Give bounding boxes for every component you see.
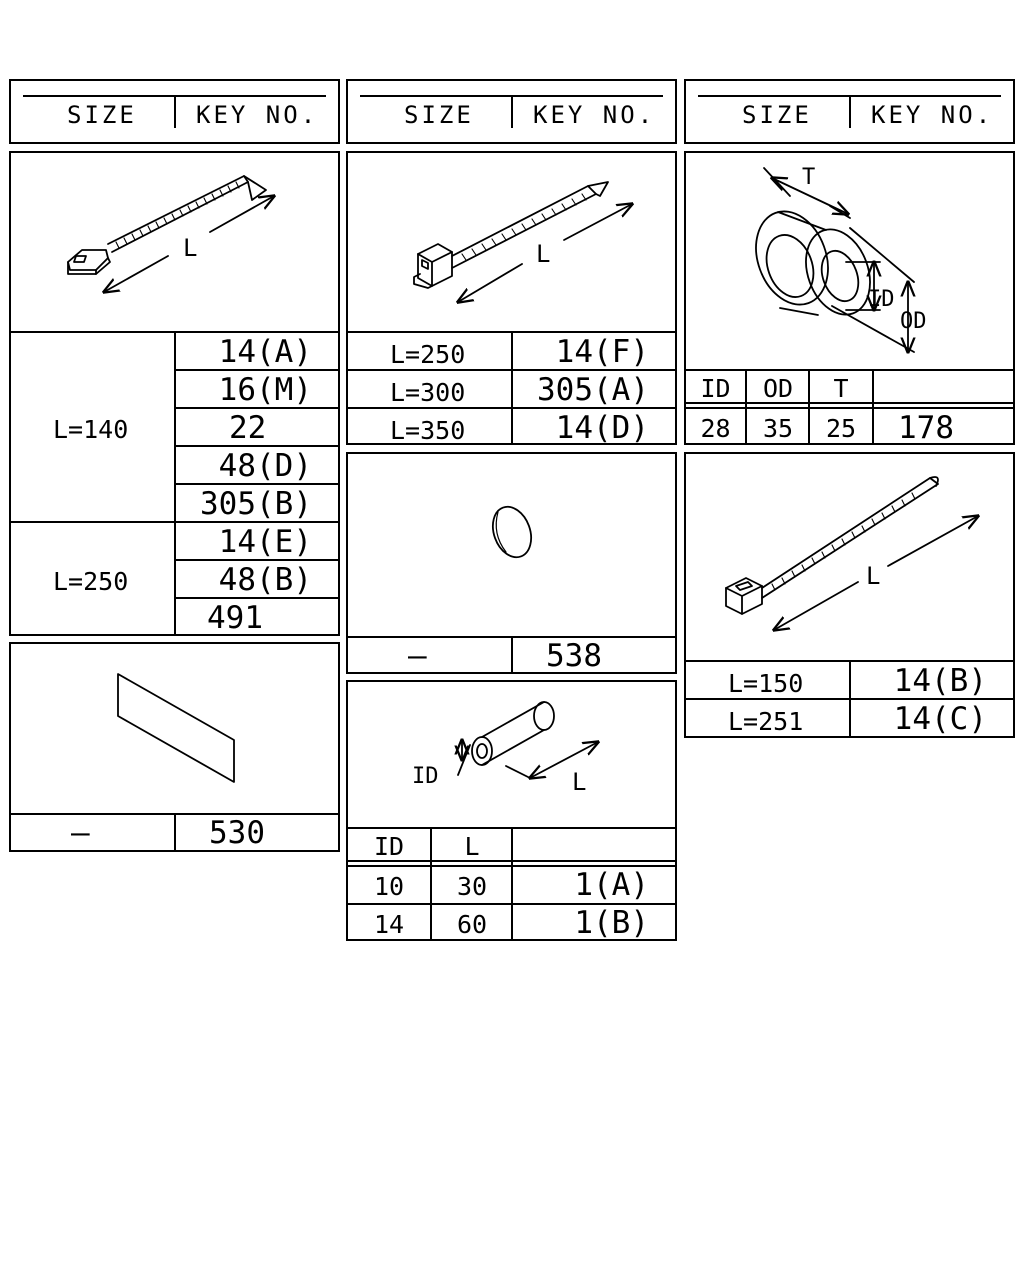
column-header-id: ID xyxy=(373,832,405,861)
size-value: L=300 xyxy=(390,378,466,407)
column-header-t: T xyxy=(833,374,849,403)
size-header: SIZE xyxy=(404,101,474,129)
length-dimension-label: L xyxy=(183,234,198,262)
size-dash: — xyxy=(408,638,427,674)
key-number: 14(B) xyxy=(893,663,987,699)
key-number: 530 xyxy=(209,815,265,851)
size-header: SIZE xyxy=(67,101,137,129)
key-number: 491 xyxy=(207,600,263,636)
id-value: 28 xyxy=(700,414,731,443)
length-dimension-label: L xyxy=(572,768,587,796)
key-no-header: KEY NO. xyxy=(871,101,994,129)
key-number: 178 xyxy=(898,410,954,446)
disc-drawing xyxy=(486,501,538,562)
key-number: 1(A) xyxy=(574,867,649,903)
length-value: 30 xyxy=(456,872,488,901)
tape-drawing xyxy=(118,674,234,782)
inner-diameter-label: ID xyxy=(412,764,439,789)
key-number: 14(D) xyxy=(555,410,649,446)
size-header: SIZE xyxy=(742,101,812,129)
od-value: 35 xyxy=(762,414,794,443)
column-header-id: ID xyxy=(700,374,731,403)
size-value: L=140 xyxy=(53,415,129,444)
tube-drawing xyxy=(412,702,598,796)
key-number: 14(A) xyxy=(218,334,312,370)
cable-tie-mount-drawing xyxy=(68,176,274,292)
length-dimension-label: L xyxy=(866,562,881,590)
column-header-od: OD xyxy=(762,374,794,403)
key-number: 305(A) xyxy=(537,372,649,408)
id-value: 10 xyxy=(373,872,405,901)
key-number: 305(B) xyxy=(200,486,312,522)
length-value: 60 xyxy=(456,910,488,939)
key-number: 14(F) xyxy=(555,334,649,370)
key-number: 48(D) xyxy=(218,448,312,484)
key-number: 16(M) xyxy=(218,372,312,408)
size-value: L=250 xyxy=(53,567,129,596)
size-value: L=250 xyxy=(390,340,466,369)
key-number: 14(E) xyxy=(218,524,312,560)
length-dimension-label: L xyxy=(536,240,551,268)
size-dash: — xyxy=(71,815,90,851)
column-header-l: L xyxy=(464,832,480,861)
cable-tie-standard-drawing xyxy=(726,477,978,630)
key-number: 538 xyxy=(546,638,602,674)
outer-diameter-label: OD xyxy=(900,309,927,334)
t-value: 25 xyxy=(825,414,857,443)
cable-tie-clip-drawing xyxy=(414,182,632,302)
key-no-header: KEY NO. xyxy=(533,101,656,129)
thickness-label: T xyxy=(802,165,816,190)
grommet-drawing xyxy=(744,165,927,352)
key-number: 48(B) xyxy=(218,562,312,598)
size-value: L=350 xyxy=(390,416,466,445)
id-value: 14 xyxy=(373,910,405,939)
size-value: L=150 xyxy=(728,669,804,698)
key-number: 22 xyxy=(229,410,267,446)
key-number: 14(C) xyxy=(893,701,987,737)
key-number: 1(B) xyxy=(574,905,649,941)
size-value: L=251 xyxy=(728,707,804,736)
key-no-header: KEY NO. xyxy=(196,101,319,129)
inner-diameter-label: ID xyxy=(868,287,895,312)
